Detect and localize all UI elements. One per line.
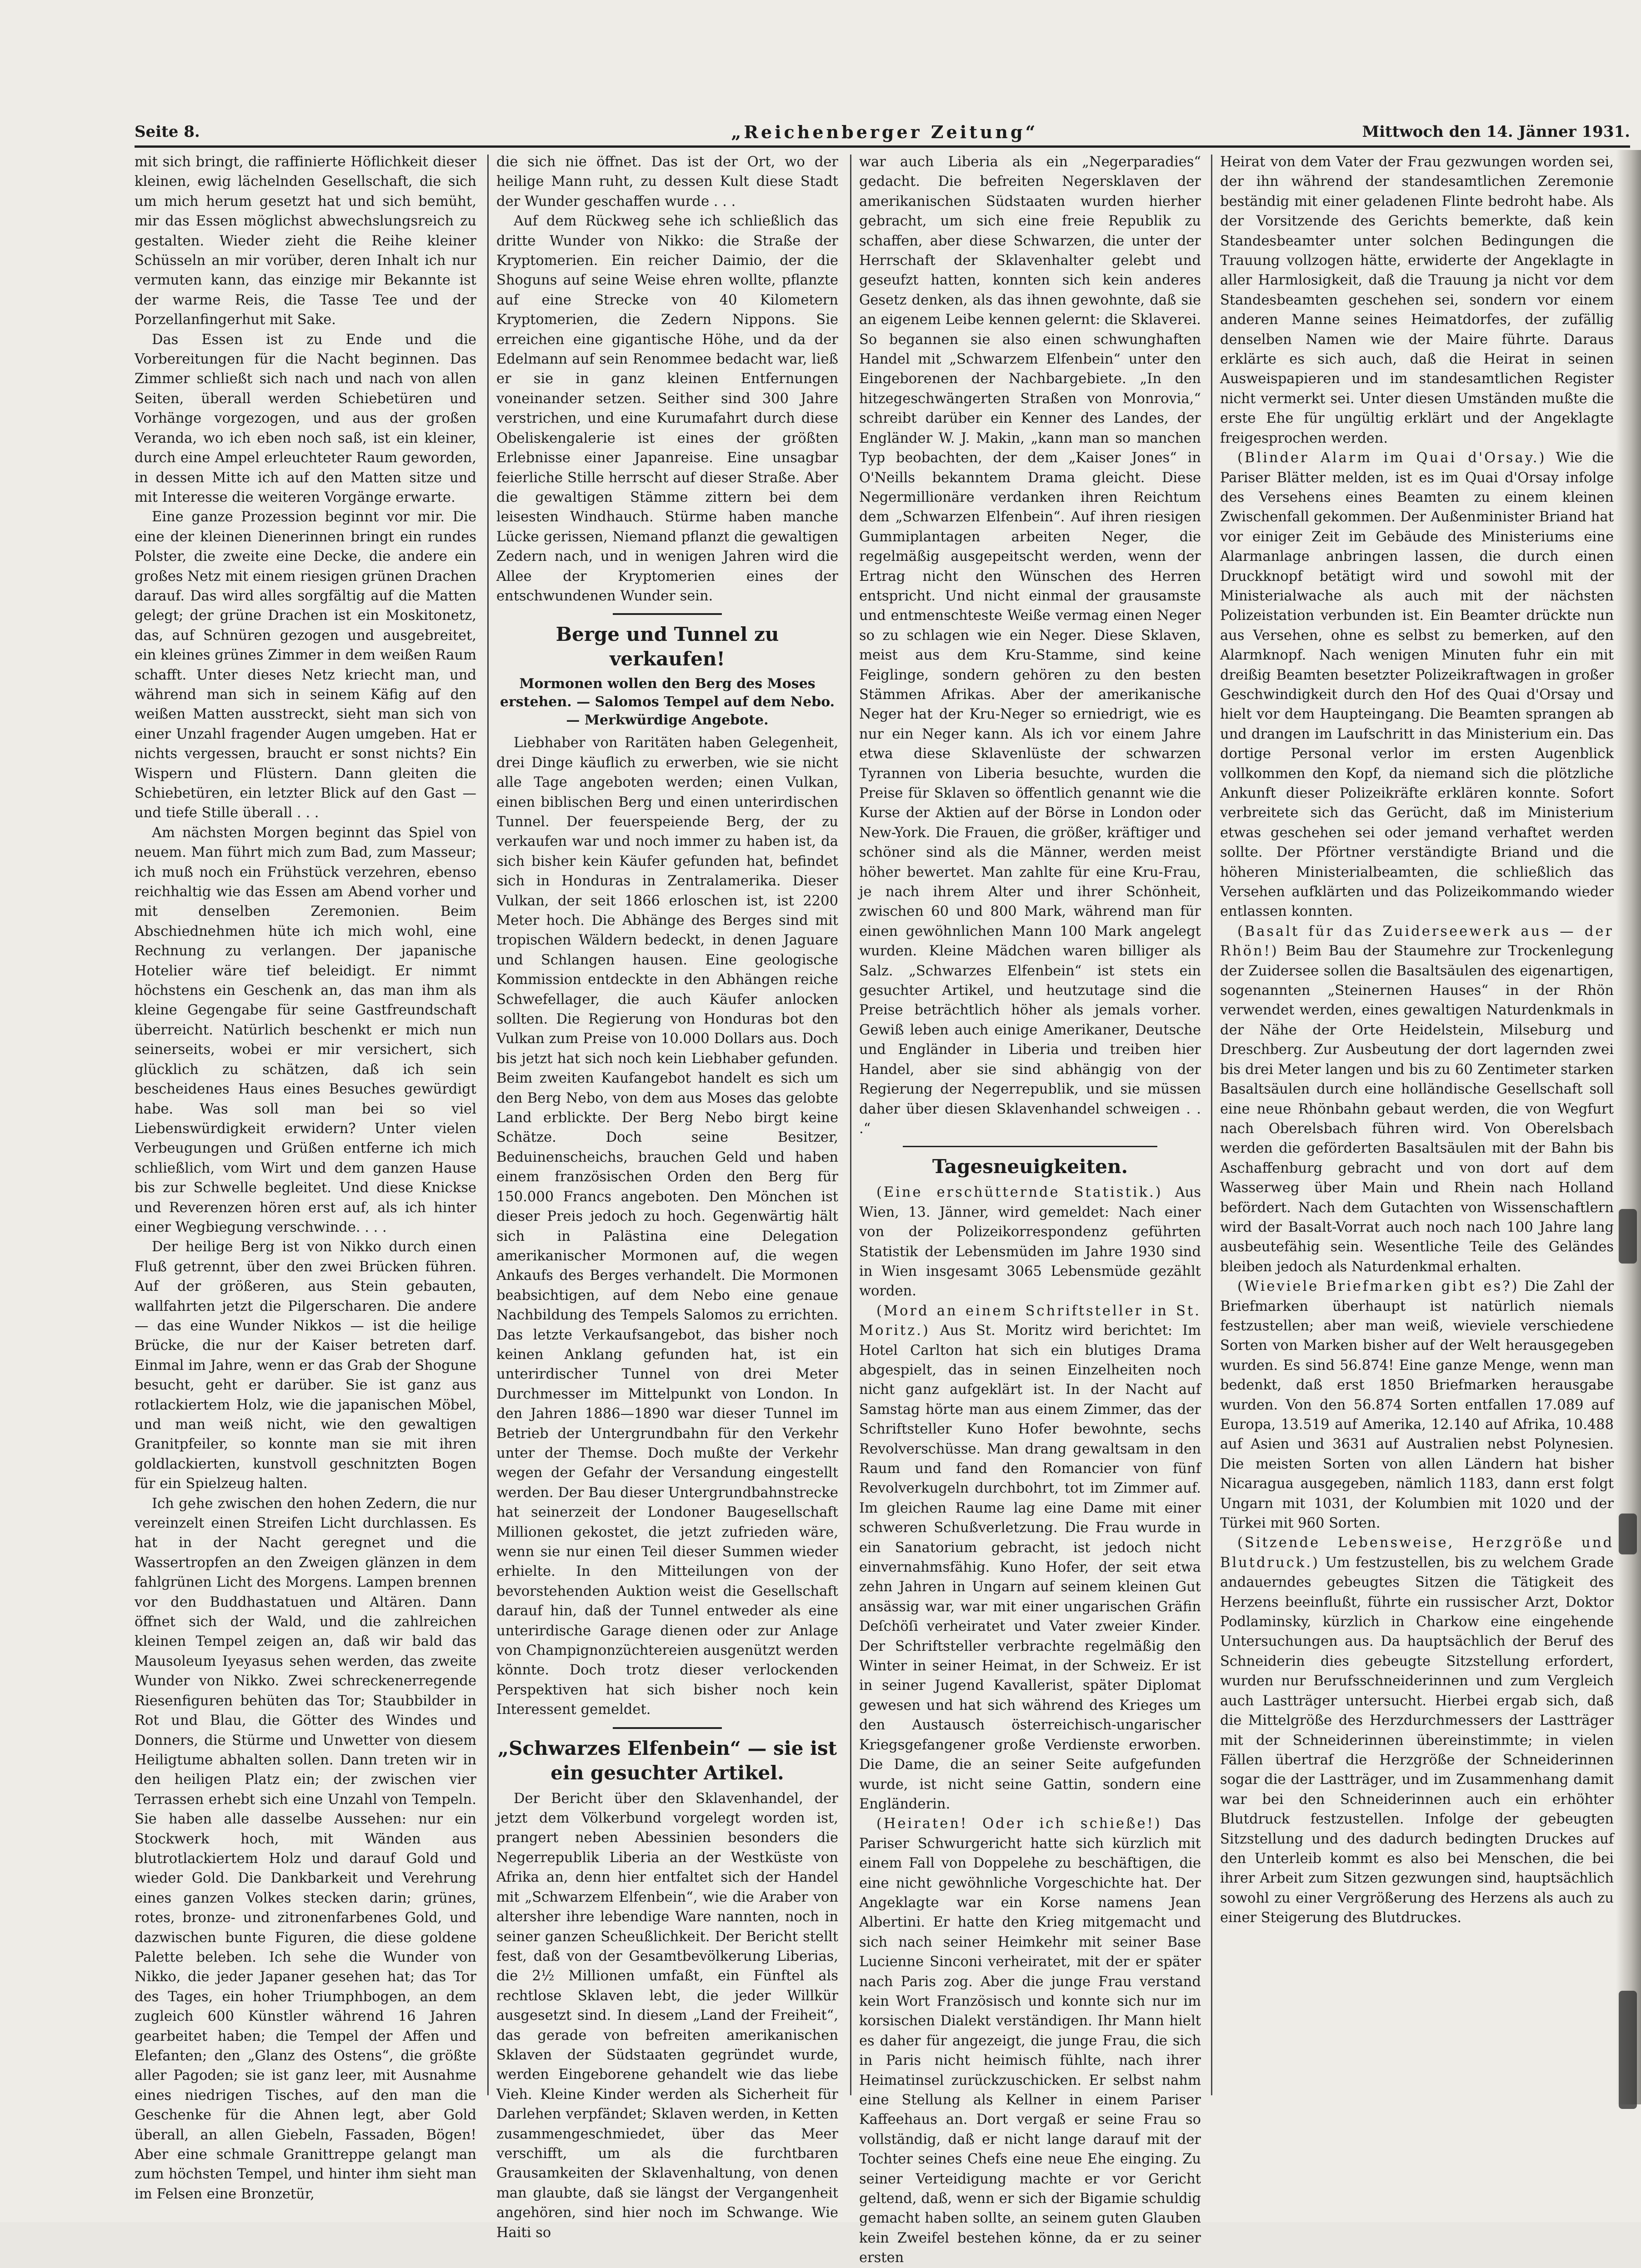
news-text: Aus St. Moritz wird berichtet: Im Hotel Carlton hat sich ein blutiges Drama abgespielt, das in seinen Einzelheiten noch nicht ganz aufgeklärt ist. In der Nacht auf Samstag hörte man aus einem Zimmer, das der Schriftsteller Kuno Hofer bewohnte, sechs Revolverschüsse. Man drang gewaltsam in den Raum und fand den Romancier von fünf Revolverkugeln durchbohrt, tot im Zimmer auf. Im gleichen Raume lag eine Dame mit einer schweren Schußverletzung. Die Frau wurde in ein Sanatorium gebracht, ist jedoch nicht einvernahmsfähig. Kuno Hofer, der seit etwa zehn Jahren in Ungarn auf seinem kleinen Gut ansässig war, war mit einer ungarischen Gräfin Deſchöſi verheiratet und Vater zweier Kinder. Der Schriftsteller verbrachte regelmäßig den Winter in seiner Heimat, in der Schweiz. Er ist in seiner Jugend Kavallerist, später Diplomat gewesen und hat sich während des Krieges um den Austausch österreichisch-ungarischer Kriegsgefangener große Verdienste erworben. Die Dame, die an seiner Seite aufgefunden wurde, ist nicht seine Gattin, sondern eine Engländerin. bbox=[859, 1323, 1201, 1812]
news-item bbox=[859, 1814, 1201, 2268]
column-3 bbox=[859, 152, 1201, 2266]
article-paragraph: Der Bericht über den Sklavenhandel, der jetzt dem Völkerbund vorgelegt worden ist, prangert neben Abessinien besonders die Negerrepublik Liberia an der Westküste von Afrika an, denn hier entfaltet sich der Handel mit „Schwarzem Elfenbein“, wie die Araber von altersher ihre lebendige Ware nannten, noch in seiner ganzen Scheußlichkeit. Der Bericht stellt fest, daß von der Gesamtbevölkerung Liberias, die 2½ Millionen umfaßt, ein Fünftel als rechtlose Sklaven lebt, die jeder Willkür ausgesetzt sind. In diesem „Land der Freiheit“, das gerade von befreiten amerikanischen Sklaven der Südstaaten gegründet wurde, werden Eingeborene gehandelt wie das liebe Vieh. Kleine Kinder werden als Sicherheit für Darlehen verpfändet; Sklaven werden, in Ketten zusammengeschmiedet, über das Meer verschifft, um als die furchtbaren Grausamkeiten der Sklavenhaltung, von denen man glaubte, daß sie längst der Vergangenheit angehören, sind hier noch im Schwange. Wie Haiti so bbox=[496, 1790, 838, 2241]
news-rubric: (Eine erschütternde Statistik.) bbox=[876, 1184, 1163, 1201]
article-paragraph: Am nächsten Morgen beginnt das Spiel von neuem. Man führt mich zum Bad, zum Masseur; ich muß noch ein Frühstück verzehren, ebenso reichhaltig wie das Essen am Abend vorher und mit denselben Zeremonien. Beim Abschiednehmen hüte ich mich wohl, eine Rechnung zu verlangen. Der japanische Hotelier wäre tief beleidigt. Er nimmt höchstens ein Geschenk an, das man ihm als kleine Gegengabe für seine Gastfreundschaft überreicht. Natürlich beschenkt er mich nun seinerseits, wobei er mir versichert, sich glücklich zu schätzen, daß ich sein bescheidenes Haus eines Besuches gewürdigt habe. Was soll man bei so viel Liebenswürdigkeit erwidern? Unter vielen Verbeugungen und Grüßen entferne ich mich schließlich, vom Wirt und dem ganzen Hause bis zur Schwelle begleitet. Und diese Knickse und Reverenzen hören erst auf, als ich hinter einer Wegbiegung verschwinde. . . . bbox=[135, 824, 476, 1235]
article-paragraph: die sich nie öffnet. Das ist der Ort, wo der heilige Mann ruht, zu dessen Kult diese Stadt der Wunder geschaffen wurde . . . bbox=[496, 154, 838, 210]
news-text: Aus Wien, 13. Jänner, wird gemeldet: Nach einer von der Polizeikorrespondenz geführten Statistik der Lebensmüden im Jahre 1930 sind in Wien insgesamt 3065 Lebensmüde gezählt worden. bbox=[859, 1184, 1201, 1299]
article-separator bbox=[613, 613, 722, 615]
page-header bbox=[135, 119, 1630, 146]
column-divider bbox=[1211, 155, 1212, 2095]
page-number: Seite 8. bbox=[135, 123, 200, 141]
column-divider bbox=[487, 155, 489, 2095]
newspaper-title: „Reichenberger Zeitung“ bbox=[731, 122, 1038, 142]
news-text: Das Pariser Schwurgericht hatte sich kürzlich mit einem Fall von Doppelehe zu beschäftigen, die eine nicht gewöhnliche Vorgeschichte hat. Der Angeklagte war ein Korse namens Jean Albertini. Er hatte den Krieg mitgemacht und sich nach seiner Heimkehr mit seiner Base Lucienne Sinconi verheiratet, mit der er später nach Paris zog. Aber die junge Frau verstand kein Wort Französisch und konnte sich nur im korsischen Dialekt verständigen. Ihr Mann hielt es daher für angezeigt, die junge Frau, die sich in Paris nicht heimisch fühlte, nach ihrer Heimatinsel zurückzuschicken. Er selbst nahm eine Stellung als Kellner in einem Pariser Kaffeehaus an. Dort vergaß er seine Frau so vollständig, daß er nicht lange darauf mit der Tochter seines Chefs eine neue Ehe einging. Zu seiner Verteidigung machte er vor Gericht geltend, daß, wenn er sich der Bigamie schuldig gemacht haben sollte, an seinem guten Glauben kein Zweifel bestehen könne, da er zu seiner ersten bbox=[859, 1816, 1201, 2266]
article-separator bbox=[903, 1146, 1157, 1147]
news-item bbox=[1220, 1277, 1614, 1533]
article-paragraph: Heirat von dem Vater der Frau gezwungen worden sei, der ihn während der standesamtlichen Zeremonie beständig mit einer geladenen Flinte bedroht habe. Als der Vorsitzende des Gerichts bemerkte, daß kein Standesbeamter unter solchen Bedingungen die Trauung vollzogen hätte, erwiderte der Angeklagte in aller Harmlosigkeit, daß die Trauung ja nicht vor dem Standesbeamten geschehen sei, sondern vor einem anderen Manne seines Heimatdorfes, der zufällig denselben Namen wie der Maire führte. Daraus erklärte es sich auch, daß die Heirat in seinen Ausweispapieren und im standesamtlichen Register nicht vermerkt sei. Unter diesen Umständen mußte die erste Ehe für ungültig erklärt und der Angeklagte freigesprochen werden. bbox=[1220, 154, 1614, 446]
article-paragraph: Der heilige Berg ist von Nikko durch einen Fluß getrennt, über den zwei Brücken führen. Auf der größeren, aus Stein gebauten, wallfahrten jetzt die Pilgerscharen. Die andere — das eine Wunder Nikkos — ist die heilige Brücke, die nur der Kaiser betreten darf. Einmal im Jahre, wenn er das Grab der Shogune besucht, geht er darüber. Sie ist ganz aus rotlackiertem Holz, wie die japanischen Möbel, und man weiß nicht, wie den gewaltigen Granitpfeiler, so konnte man sie mit ihren goldlackierten, kunstvoll geschnitzten Bogen für ein Spielzeug halten. bbox=[135, 1239, 476, 1492]
article-paragraph: Das Essen ist zu Ende und die Vorbereitungen für die Nacht beginnen. Das Zimmer schließt sich nach und nach von allen Seiten, überall werden Schiebetüren und Vorhänge vorgezogen, und aus der großen Veranda, wo ich eben noch saß, ist ein kleiner, durch eine Ampel erleuchteter Raum geworden, in dessen Mitte ich auf den Matten sitze und mit Interesse die weiteren Vorgänge erwarte. bbox=[135, 331, 476, 505]
news-rubric: (Heiraten! Oder ich schieße!) bbox=[876, 1816, 1162, 1832]
article-separator bbox=[613, 1727, 722, 1729]
news-rubric: (Wieviele Briefmarken gibt es?) bbox=[1237, 1279, 1519, 1295]
article-paragraph: Liebhaber von Raritäten haben Gelegenheit, drei Dinge käuflich zu erwerben, wie sie nicht alle Tage angeboten werden; einen Vulkan, einen biblischen Berg und einen unterirdischen Tunnel. Der feuerspeiende Berg, der zu verkaufen war und noch immer zu haben ist, da sich bisher kein Käufer gefunden hat, befindet sich in Honduras in Zentralamerika. Dieser Vulkan, der seit 1866 erloschen ist, ist 2200 Meter hoch. Die Abhänge des Berges sind mit tropischen Wäldern bedeckt, in denen Jaguare und Schlangen hausen. Eine geologische Kommission entdeckte in den Abhängen reiche Schwefellager, die auch Käufer anlocken sollten. Die Regierung von Honduras bot den Vulkan zum Preise von 10.000 Dollars aus. Doch bis jetzt hat sich noch kein Liebhaber gefunden. Beim zweiten Kaufangebot handelt es sich um den Berg Nebo, von dem aus Moses das gelobte Land erblickte. Der Berg Nebo birgt keine Schätze. Doch seine Besitzer, Beduinenscheichs, brauchen Geld und haben einem französischen Orden den Berg für 150.000 Francs angeboten. Den Mönchen ist dieser Preis jedoch zu hoch. Gegenwärtig hält sich in Palästina eine Delegation amerikanischer Mormonen auf, die wegen Ankaufs des Berges verhandelt. Die Mormonen beabsichtigen, auf dem Nebo eine genaue Nachbildung des Tempels Salomos zu errichten. Das letzte Verkaufsangebot, das bisher noch keinen Anklang gefunden hat, ist ein unterirdischer Tunnel von drei Meter Durchmesser im Mittelpunkt von London. In den Jahren 1886—1890 war dieser Tunnel im Betrieb der Untergrundbahn für den Verkehr unter der Themse. Doch mußte der Verkehr wegen der Gefahr der Versandung eingestellt werden. Der Bau dieser Untergrundbahnstrecke hat seinerzeit der Londoner Baugesellschaft Millionen gekostet, die jetzt zufrieden wäre, wenn sie nur einen Teil dieser Summen wieder erhielte. In den Mitteilungen von der bevorstehenden Auktion weist die Gesellschaft darauf hin, daß der Tunnel entweder als eine unterirdische Garage dienen oder zur Anlage von Champignonzüchtereien ausgenützt werden könnte. Doch trotz dieser verlockenden Perspektiven hat sich bisher noch kein Interessent gemeldet. bbox=[496, 735, 838, 1718]
issue-date: Mittwoch den 14. Jänner 1931. bbox=[1362, 123, 1630, 141]
article-paragraph: Eine ganze Prozession beginnt vor mir. Die eine der kleinen Dienerinnen bringt ein rundes Polster, die zweite eine Decke, die andere ein großes Netz mit einem riesigen grünen Drachen darauf. Das wird alles sorgfältig auf die Matten gelegt; der grüne Drachen ist ein Moskitonetz, das, auf Schnüren gezogen und ausgebreitet, ein kleines grünes Zimmer in dem weißen Raum schafft. Unter dieses Netz kriecht man, und während man sich in seinem Käfig auf den weißen Matten ausstreckt, sieht man sich von einer Unzahl fragender Augen umgeben. Hat er nichts vergessen, braucht er sonst nichts? Ein Wispern und Flüstern. Dann gleiten die Schiebetüren, ein letzter Blick auf den Gast — und tiefe Stille überall . . . bbox=[135, 509, 476, 821]
news-item bbox=[859, 1183, 1201, 1301]
news-text: Um festzustellen, bis zu welchem Grade andauerndes gebeugtes Sitzen die Tätigkeit des Herzens beeinflußt, führte ein russischer Arzt, Doktor Podlaminsky, kürzlich in Charkow eine eingehende Untersuchungen aus. Da hauptsächlich der Beruf des Schneiderin dies gebeugte Sitzstellung erfordert, wurden nur Berufsschneiderinnen und zum Vergleich auch Lastträger untersucht. Hierbei ergab sich, daß die Mittelgröße des Herzdurchmessers der Lastträger mit der Schneiderinnen übereinstimmte; in vielen Fällen übertraf die Herzgröße der Schneiderinnen sogar die der Lastträger, und im Zusammenhang damit war bei den Schneiderinnen auch ein erhöhter Blutdruck festzustellen. Infolge der gebeugten Sitzstellung und des dadurch bedingten Druckes auf den Unterleib kommt es also bei Menschen, die bei ihrer Arbeit zum Sitzen gezwungen sind, hauptsächlich sowohl zu einer Vergrößerung des Herzens als auch zu einer Steigerung des Blutdruckes. bbox=[1220, 1554, 1614, 1926]
ink-blot bbox=[1619, 1514, 1637, 1554]
news-item bbox=[1220, 922, 1614, 1277]
news-text: Wie die Pariser Blätter melden, ist es im Quai d'Orsay infolge des Versehens eines Beamten zu einem kleinen Zwischenfall gekommen. Der Außenminister Briand hat vor einiger Zeit im Gebäude des Ministeriums eine Alarmanlage anbringen lassen, die durch einen Druckknopf betätigt wird und sowohl mit der Ministerialwache als auch mit der nächsten Polizeistation verbunden ist. Ein Beamter drückte nun aus Versehen, ohne es selbst zu bemerken, auf den Alarmknopf. Nach wenigen Minuten fuhr ein mit dreißig Beamten besetzter Polizeikraftwagen in großer Geschwindigkeit durch den Hof des Quai d'Orsay und hielt vor dem Haupteingang. Die Beamten sprangen ab und drangen im Laufschritt in das Ministerium ein. Das dortige Personal verlor im ersten Augenblick vollkommen den Kopf, da niemand sich die plötzliche Ankunft dieser Polizeikräfte erklären konnte. Sofort verbreitete sich das Gerücht, daß im Ministerium etwas geschehen sei oder jemand verhaftet werden sollte. Der Pförtner verständigte Briand und die höheren Ministerialbeamten, die schließlich das Versehen aufklärten und das Polizeikommando wieder entlassen konnten. bbox=[1220, 450, 1614, 920]
headline-tagesneuigkeiten: Tagesneuigkeiten. bbox=[932, 1155, 1128, 1178]
header-rule bbox=[135, 145, 1630, 148]
ink-blot bbox=[1619, 1209, 1637, 1264]
article-paragraph: war auch Liberia als ein „Negerparadies“ gedacht. Die befreiten Negersklaven der amerikanischen Südstaaten wurden hierher gebracht, um sich eine freie Republik zu schaffen, aber diese Schwarzen, die unter der Herrschaft der Sklavenhalter gelebt und geseufzt hatten, konnten sich kein anderes Gesetz denken, als das ihnen gewohnte, daß sie an eigenem Leibe kennen gelernt: die Sklaverei. So begannen sie also einen schwunghaften Handel mit „Schwarzem Elfenbein“ unter den Eingeborenen der Nachbargebiete. „In den hitzegeschwängerten Straßen von Monrovia,“ schreibt darüber ein Kenner des Landes, der Engländer W. J. Makin, „kann man so manchen Typ beobachten, der dem „Kaiser Jones“ in O'Neills bekanntem Drama gleicht. Diese Negermillionäre verdanken ihren Reichtum dem „Schwarzen Elfenbein“. Auf ihren riesigen Gummiplantagen arbeiten Neger, die regelmäßig ausgepeitscht werden, wenn der Ertrag nicht den Wünschen des Herren entspricht. Und nicht einmal der grausamste und entmenschteste Weiße vermag einen Neger so zu schlagen wie ein Neger. Diese Sklaven, meist aus dem Kru-Stamme, sind keine Feiglinge, sondern gehören zu den besten Stämmen Afrikas. Aber der amerikanische Neger hat der Kru-Neger so erniedrigt, wie es nur ein Neger kann. Als ich vor einem Jahre etwa diese Sklavenlüste der schwarzen Tyrannen von Liberia besuchte, wurden die Preise für Sklaven so öffentlich genannt wie die Kurse der Aktien auf der Börse in London oder New-York. Die Frauen, die größer, kräftiger und schöner sind als die Männer, werden meist höher bewertet. Man zahlte für eine Kru-Frau, je nach ihrem Alter und ihrer Schönheit, zwischen 60 und 800 Mark, während man für einen gewöhnlichen Mann 100 Mark angelegt wurden. Kleine Mädchen waren billiger als Salz. „Schwarzes Elfenbein“ ist stets ein gesuchter Artikel, und heutzutage sind die Preise beträchtlich höher als jemals vorher. Gewiß leben auch einige Amerikaner, Deutsche und Engländer in Liberia und treiben hier Handel, aber sie sind abhängig von der Regierung der Negerrepublik, und sie müssen daher über diesen Sklavenhandel schweigen . . .“ bbox=[859, 154, 1201, 1137]
scan-edge-shadow bbox=[1616, 150, 1641, 2104]
news-rubric: (Mord an einem Schriftsteller in St. Moritz.) bbox=[859, 1303, 1201, 1339]
headline-schwarzes-elfenbein: „Schwarzes Elfenbein“ — sie ist ein gesuchter Artikel. bbox=[497, 1737, 837, 1784]
column-1 bbox=[135, 152, 476, 2202]
subheadline-mormonen: Mormonen wollen den Berg des Moses erstehen. — Salomos Tempel auf dem Nebo. — Merkwürdige Angebote. bbox=[500, 676, 835, 729]
column-4 bbox=[1220, 152, 1614, 2088]
article-paragraph: Auf dem Rückweg sehe ich schließlich das dritte Wunder von Nikko: die Straße der Kryptomerien. Ein reicher Daimio, der die Shoguns auf seine Weise ehren wollte, pflanzte auf eine Strecke von 40 Kilometern Kryptomerien, die Zedern Nippons. Sie erreichen eine gigantische Höhe, und da der Edelmann auf sein Renommee bedacht war, ließ er sie in ganz kleinen Entfernungen voneinander setzen. Seither sind 300 Jahre verstrichen, und eine Kurumafahrt durch diese Obeliskengalerie ist eines der größten Erlebnisse einer Japanreise. Eine unsagbar feierliche Stille herrscht auf dieser Straße. Aber die gewaltigen Stämme zittern bei dem leisesten Windhauch. Stürme haben manche Lücke gerissen, Niemand pflanzt die gewaltigen Zedern nach, und in wenigen Jahren wird die Allee der Kryptomerien eines der entschwundenen Wunder sein. bbox=[496, 213, 838, 604]
news-rubric: (Basalt für das Zuiderseewerk aus — der Rhön!) bbox=[1220, 923, 1614, 959]
headline-berge-tunnel: Berge und Tunnel zu verkaufen! bbox=[555, 623, 779, 670]
news-text: Beim Bau der Staumehre zur Trockenlegung der Zuidersee sollen die Basaltsäulen des eigenartigen, sogenannten „Steinernen Hauses“ in der Rhön verwendet werden, eines gewaltigen Naturdenkmals in der Nähe der Orte Heidelstein, Milseburg und Dreschberg. Zur Ausbeutung der dort lagernden zwei bis drei Meter langen und bis zu 60 Zentimeter starken Basaltsäulen durch eine holländische Gesellschaft soll eine neue Rhönbahn gebaut werden, die von Wegfurt nach Oberelsbach führen wird. Von Oberelsbach werden die geförderten Basaltsäulen mit der Bahn bis Aschaffenburg gebracht und von dort auf dem Wasserweg über Main und Rhein nach Holland befördert. Nach dem Gutachten von Wissenschaftlern wird der Basalt-Vorrat auch noch nach 100 Jahre lang ausbeutefähig sein. Wesentliche Teile des Geländes bleiben jedoch als Naturdenkmal erhalten. bbox=[1220, 943, 1614, 1275]
article-paragraph: Ich gehe zwischen den hohen Zedern, die nur vereinzelt einen Streifen Licht durchlassen. Es hat in der Nacht geregnet und die Wassertropfen an den Zweigen glänzen in dem fahlgrünen Licht des Morgens. Lampen brennen vor den Buddhastatuen und Altären. Dann öffnet sich der Wald, und die zahlreichen kleinen Tempel zeigen an, daß wir bald das Mausoleum Iyeyasus sehen werden, das zweite Wunder von Nikko. Zwei schreckenerregende Riesenfiguren behüten das Tor; Staubbilder in Rot und Blau, die Götter des Windes und Donners, die Stürme und Unwetter von diesem Heiligtume abhalten sollen. Dann treten wir in den heiligen Platz ein; der zwischen vier Terrassen erhebt sich eine Unzahl von Tempeln. Sie haben alle dasselbe Aussehen: nur ein Stockwerk hoch, mit Wänden aus blutrotlackiertem Holz und darauf Gold und wieder Gold. Die Dankbarkeit und Verehrung eines ganzen Volkes stecken darin; grünes, rotes, bronze- und zitronenfarbenes Gold, und dazwischen bunte Figuren, die diese goldene Palette beleben. Ich sehe die Wunder von Nikko, die jeder Japaner gesehen hat; das Tor des Tages, ein hoher Triumphbogen, an dem zugleich 600 Künstler während 16 Jahren gearbeitet haben; die Tempel der Affen und Elefanten; den „Glanz des Ostens“, die größte aller Pagoden; sie ist ganz leer, mit Ausnahme eines niedrigen Tisches, auf den man die Geschenke für die Ahnen legt, aber Gold überall, an allen Giebeln, Fassaden, Bögen! Aber eine schmale Granittreppe gelangt man zum höchsten Tempel, und hinter ihm sieht man im Felsen eine Bronzetür, bbox=[135, 1495, 476, 2202]
news-text: Die Zahl der Briefmarken überhaupt ist natürlich niemals festzustellen; aber man weiß, wieviele verschiedene Sorten von Marken bisher auf der Welt herausgegeben wurden. Es sind 56.874! Eine ganze Menge, wenn man bedenkt, daß erst 1850 Briefmarken herausgabe wurden. Von den 56.874 Sorten entfallen 17.089 auf Europa, 13.519 auf Amerika, 12.140 auf Afrika, 10.488 auf Asien und 3631 auf Australien nebst Polynesien. Die meisten Sorten von allen Ländern hat bisher Nicaragua ausgegeben, nämlich 1183, dann erst folgt Ungarn mit 1031, der Kolumbien mit 1020 und der Türkei mit 960 Sorten. bbox=[1220, 1279, 1614, 1532]
news-rubric: (Blinder Alarm im Quai d'Orsay.) bbox=[1237, 450, 1546, 466]
column-2 bbox=[496, 152, 838, 2241]
news-item bbox=[1220, 1533, 1614, 1928]
column-divider bbox=[850, 155, 851, 2095]
news-item bbox=[859, 1301, 1201, 1814]
news-rubric: (Sitzende Lebensweise, Herzgröße und Blutdruck.) bbox=[1220, 1535, 1614, 1571]
news-item bbox=[1220, 448, 1614, 922]
ink-blot bbox=[1619, 1991, 1637, 2109]
article-paragraph: mit sich bringt, die raffinierte Höflichkeit dieser kleinen, ewig lächelnden Gesellschaft, die sich um mich herum gesetzt hat und sich bemüht, mir das Essen möglichst abwechslungsreich zu gestalten. Wieder zieht die Reihe kleiner Schüsseln an mir vorüber, deren Inhalt ich nur vermuten kann, das einzige mir Bekannte ist der warme Reis, die Tasse Tee und der Porzellanfingerhut mit Sake. bbox=[135, 154, 476, 328]
